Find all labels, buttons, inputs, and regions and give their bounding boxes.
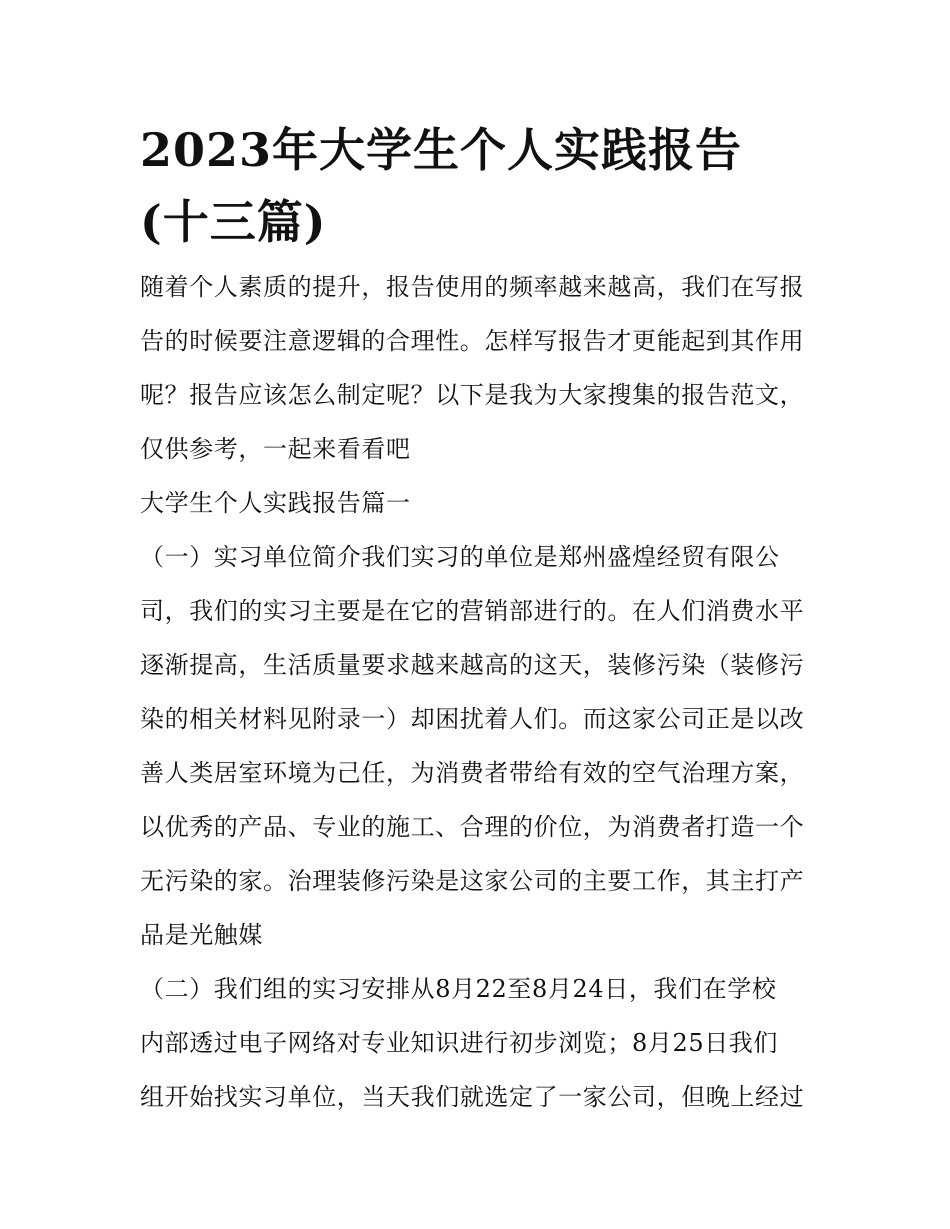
text-line: 以优秀的产品、专业的施工、合理的价位，为消费者打造一个	[140, 813, 805, 841]
document-body	[140, 270, 815, 1115]
text-line: （一）实习单位简介我们实习的单位是郑州盛煌经贸有限公	[140, 543, 780, 571]
section-heading: 大学生个人实践报告篇一	[140, 489, 411, 517]
title-line-2: (十三篇)	[140, 195, 327, 249]
text-line: 品是光触媒	[140, 921, 263, 949]
text-line: 组开始找实习单位，当天我们就选定了一家公司，但晚上经过	[140, 1083, 805, 1111]
text-line: 仅供参考，一起来看看吧	[140, 435, 411, 463]
text-line: 善人类居室环境为己任，为消费者带给有效的空气治理方案，	[140, 759, 805, 787]
document-title	[140, 114, 820, 258]
text-line: 无污染的家。治理装修污染是这家公司的主要工作，其主打产	[140, 867, 805, 895]
intro-paragraph	[140, 270, 815, 467]
title-line-1: 2023年大学生个人实践报告	[140, 123, 743, 177]
part-one-paragraph	[140, 540, 815, 953]
text-line: 逐渐提高，生活质量要求越来越高的这天，装修污染（装修污	[140, 651, 805, 679]
text-line: 呢？报告应该怎么制定呢？以下是我为大家搜集的报告范文，	[140, 381, 805, 409]
text-line: 内部透过电子网络对专业知识进行初步浏览；8月25日我们	[140, 1029, 779, 1057]
text-line: 染的相关材料见附录一）却困扰着人们。而这家公司正是以改	[140, 705, 805, 733]
text-line: 告的时候要注意逻辑的合理性。怎样写报告才更能起到其作用	[140, 327, 805, 355]
part-two-paragraph	[140, 972, 815, 1115]
text-line: 随着个人素质的提升，报告使用的频率越来越高，我们在写报	[140, 273, 805, 301]
text-line: 司，我们的实习主要是在它的营销部进行的。在人们消费水平	[140, 597, 805, 625]
text-line: （二）我们组的实习安排从8月22至8月24日，我们在学校	[140, 975, 777, 1003]
